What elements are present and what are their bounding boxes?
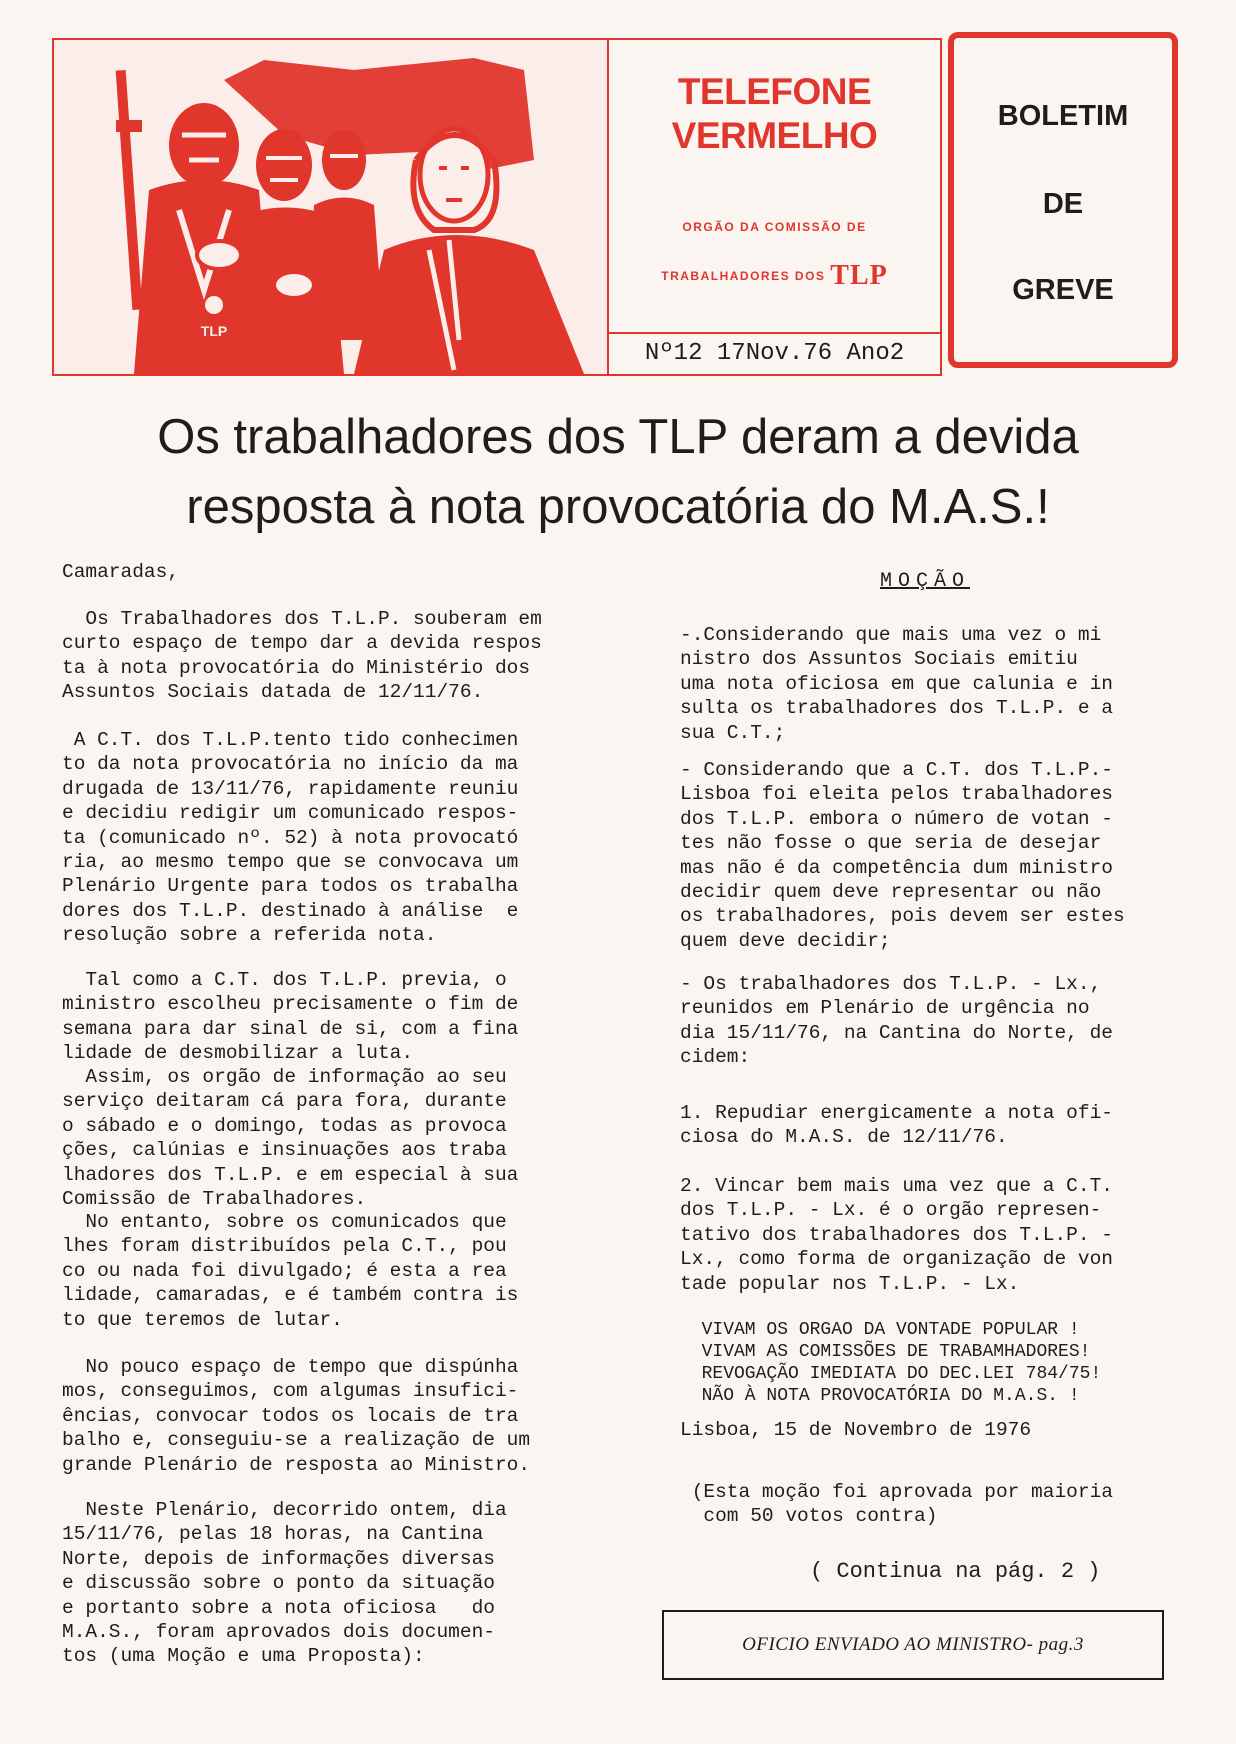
title-block	[609, 40, 940, 334]
paragraph-5: No entanto, sobre os comunicados que lhes foram distribuídos pela C.T., pou co ou nada foi divulgado; é esta a rea lidade, camaradas, e é também contra is to que teremos de lutar.	[62, 1211, 519, 1331]
title-telefone: TELEFONE	[677, 71, 872, 112]
headline-line-1: Os trabalhadores dos TLP deram a devida	[157, 410, 1079, 464]
illustration-tlp-label: TLP	[200, 323, 228, 339]
mocao-considerando-2: - Considerando que a C.T. dos T.L.P.- Lisboa foi eleita pelos trabalhadores dos T.L.P. embora o número de votan - tes não fosse o que seria de desejar mas não é da competência dum ministro decidir quem deve representar ou não os trabalhadores, pois devem ser estes quem deve decidir;	[680, 759, 1125, 952]
headline-line-2: resposta à nota provocatória do M.A.S.!	[186, 480, 1050, 534]
mocao-decidem: - Os trabalhadores dos T.L.P. - Lx., reunidos em Plenário de urgência no dia 15/11/76, na Cantina do Norte, de cidem:	[680, 973, 1113, 1069]
organ-line-2-prefix: TRABALHADORES DOS	[661, 269, 826, 283]
mocao-item-1: 1. Repudiar energicamente a nota ofi- ciosa do M.A.S. de 12/11/76.	[680, 1102, 1113, 1149]
issue-number: Nº12 17Nov.76 Ano2	[644, 340, 905, 367]
boletim-de-greve-box	[948, 32, 1178, 368]
paragraph-1: Os Trabalhadores dos T.L.P. souberam em curto espaço de tempo dar a devida respos ta à nota provocatória do Ministério dos Assuntos Sociais datada de 12/11/76.	[62, 608, 542, 704]
approval-note: (Esta moção foi aprovada por maioria com 50 votos contra)	[691, 1481, 1113, 1528]
paragraph-7: Neste Plenário, decorrido ontem, dia 15/11/76, pelas 18 horas, na Cantina Norte, depois de informações diversas e discussão sobre o ponto da situação e portanto sobre a nota oficiosa do M.A.S., foram aprovados dois documen- tos (uma Moção e uma Proposta):	[62, 1499, 507, 1668]
boletim-line-1: BOLETIM	[997, 100, 1129, 132]
organ-line-2	[609, 260, 940, 292]
continued-on-page-2: ( Continua na pág. 2 )	[810, 1559, 1101, 1584]
paragraph-6: No pouco espaço de tempo que dispúnha mos, conseguimos, com algumas insufici- ências, convocar todos os locais de tra balho e, conseguiu-se a realização de um grande Plenário de resposta ao Ministro.	[62, 1356, 531, 1476]
paragraph-4: Assim, os orgão de informação ao seu serviço deitaram cá para fora, durante o sábado e o domingo, todas as provoca ções, calúnias e insinuações aos traba lhadores dos T.L.P. e em especial à sua Comissão de Trabalhadores.	[62, 1066, 519, 1211]
place-date: Lisboa, 15 de Novembro de 1976	[680, 1419, 1032, 1441]
mocao-item-2: 2. Vincar bem mais uma vez que a C.T. dos T.L.P. - Lx. é o orgão represen- tativo dos trabalhadores dos T.L.P. - Lx., como forma de organização de von tade popular nos T.L.P. - Lx.	[680, 1175, 1113, 1295]
mocao-title: MOÇÃO	[880, 570, 971, 593]
mocao-considerando-1: -.Considerando que mais uma vez o mi nistro dos Assuntos Sociais emitiu uma nota oficiosa em que calunia e in sulta os trabalhadores dos T.L.P. e a sua C.T.;	[680, 624, 1113, 744]
oficio-box: OFICIO ENVIADO AO MINISTRO- pag.3	[662, 1610, 1164, 1680]
boletim-line-3: GREVE	[1012, 274, 1114, 306]
organ-line-1: ORGÃO DA COMISSÃO DE	[682, 220, 867, 234]
organ-tlp-logo: TLP	[830, 260, 888, 291]
paragraph-2: A C.T. dos T.L.P.tento tido conhecimen to da nota provocatória no início da ma drugada de 13/11/76, rapidamente reuniu e decidiu redigir um comunicado respos- ta (comunicado nº. 52) à nota provocató ria, ao mesmo tempo que se convocava um Plenário Urgente para todos os trabalha dores dos T.L.P. destinado à análise e resolução sobre a referida nota.	[62, 729, 519, 947]
boletim-line-2: DE	[1042, 188, 1084, 220]
mocao-slogans: VIVAM OS ORGAO DA VONTADE POPULAR ! VIVAM AS COMISSÕES DE TRABAMHADORES! REVOGAÇÃO IMEDIATA DO DEC.LEI 784/75! NÃO À NOTA PROVOCATÓRIA DO M.A.S. !	[701, 1320, 1102, 1406]
worker-illustration	[54, 40, 609, 374]
workers-image	[54, 40, 607, 374]
paragraph-3: Tal como a C.T. dos T.L.P. previa, o ministro escolheu precisamente o fim de semana para dar sinal de si, com a fina lidade de desmobilizar a luta.	[62, 969, 519, 1065]
greeting: Camaradas,	[62, 561, 180, 583]
masthead	[52, 38, 942, 376]
title-vermelho: VERMELHO	[671, 115, 878, 156]
